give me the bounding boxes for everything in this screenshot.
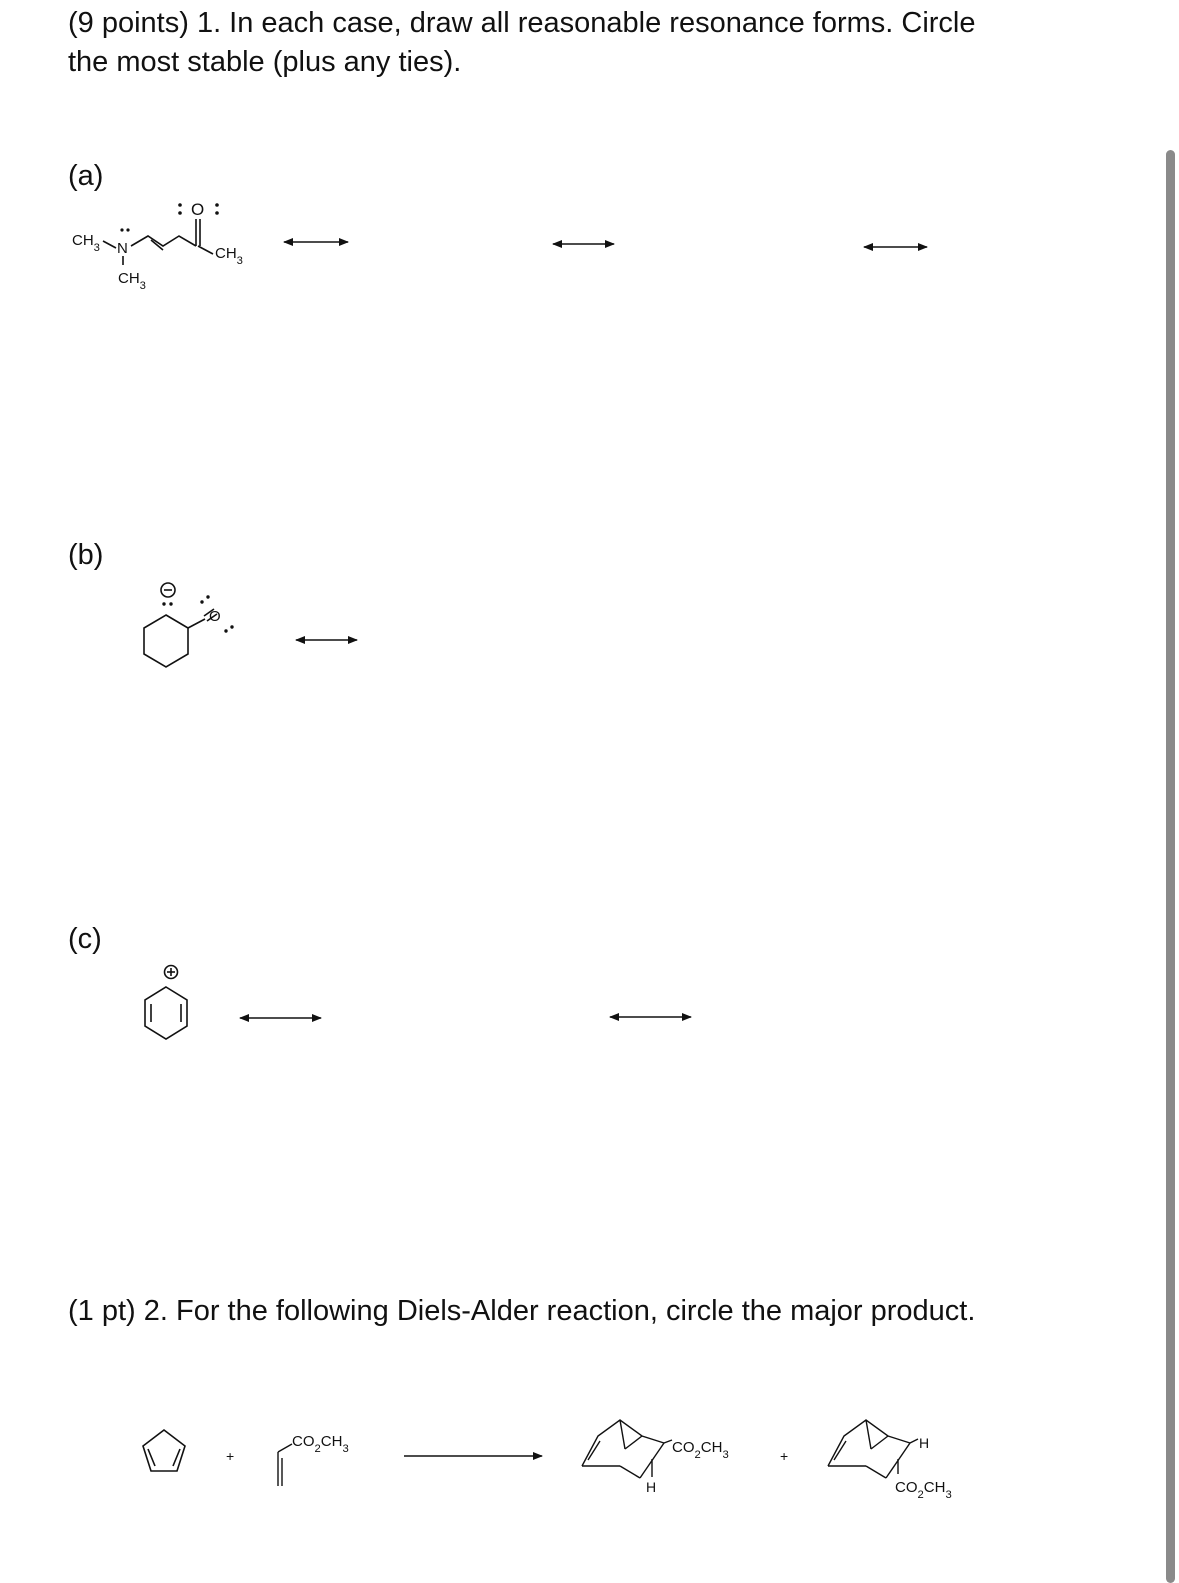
- part-b-o-lone-pair-dot-1: [200, 600, 203, 603]
- part-c-label: (c): [68, 923, 102, 955]
- reactant-plus-sign: +: [226, 1448, 235, 1464]
- part-b-label: (b): [68, 539, 104, 571]
- product-1-norbornene: [582, 1420, 729, 1495]
- product-1-bridge: [620, 1420, 625, 1449]
- part-c-molecule: [145, 966, 187, 1040]
- part-a-carbon-chain: [131, 236, 196, 246]
- part-b-cyclohexane-ring: [144, 615, 188, 667]
- part-a-o-lone-pair-dot-1: [178, 203, 182, 207]
- vertical-scrollbar[interactable]: [1166, 150, 1175, 1583]
- part-b-o-lone-pair-dot-4: [230, 625, 233, 628]
- part-b-anion-lone-pair-dot-2: [169, 602, 172, 605]
- part-a-c-ch3-bond: [198, 246, 213, 254]
- question-2-title: (1 pt) 2. For the following Diels-Alder reaction, circle the major product.: [68, 1295, 976, 1327]
- product-1-ester-label: $CO_2CH_3$: [672, 1439, 729, 1461]
- product-2-ester-label: $CO_2CH_3$: [895, 1479, 952, 1501]
- part-a-molecule: [72, 200, 243, 292]
- part-a-ch3-bottom: $CH_3$: [118, 270, 146, 292]
- part-a-n-lone-pair-dot-1: [120, 228, 123, 231]
- product-2-norbornene: [828, 1420, 952, 1501]
- product-plus-sign: +: [780, 1448, 789, 1464]
- product-2-lower-c: [866, 1466, 886, 1478]
- product-2-h-label: H: [919, 1435, 930, 1451]
- product-1-lower-c: [620, 1466, 640, 1478]
- methyl-acrylate: [278, 1433, 349, 1486]
- part-b-o-lone-pair-dot-3: [224, 629, 227, 632]
- acrylate-c-c-bond: [278, 1444, 292, 1452]
- part-b-molecule: [144, 583, 234, 667]
- part-a-ch3-right: $CH_3$: [215, 245, 243, 267]
- part-b-anion-lone-pair-dot-1: [162, 602, 165, 605]
- question-1-title-line-2: the most stable (plus any ties).: [68, 46, 462, 78]
- part-a-o-lone-pair-dot-2: [178, 211, 182, 215]
- product-2-bridge-right: [871, 1436, 888, 1449]
- product-1-ester-bond: [664, 1440, 672, 1443]
- product-2-h-bond: [910, 1439, 918, 1443]
- product-1-bridge-right: [625, 1436, 642, 1449]
- acrylate-ester-label: $CO_2CH_3$: [292, 1433, 349, 1455]
- question-1-title-line-1: (9 points) 1. In each case, draw all reasonable resonance forms. Circle: [68, 7, 976, 39]
- part-a-oxygen: O: [191, 200, 205, 219]
- part-b-oxygen: O: [209, 608, 221, 625]
- cyclopentadiene: [143, 1430, 185, 1471]
- product-2-bridge: [866, 1420, 871, 1449]
- part-b-c-c-bond: [188, 619, 205, 628]
- part-a-label: (a): [68, 160, 104, 192]
- part-a-o-lone-pair-dot-4: [215, 211, 219, 215]
- part-b-o-lone-pair-dot-2: [206, 595, 209, 598]
- part-a-ch3-left: $CH_3$: [72, 232, 100, 254]
- part-a-ch3-n-bond: [103, 241, 116, 248]
- product-1-h-label: H: [646, 1479, 657, 1495]
- part-a-nitrogen: N: [117, 240, 128, 257]
- part-a-n-lone-pair-dot-2: [126, 228, 129, 231]
- part-a-o-lone-pair-dot-3: [215, 203, 219, 207]
